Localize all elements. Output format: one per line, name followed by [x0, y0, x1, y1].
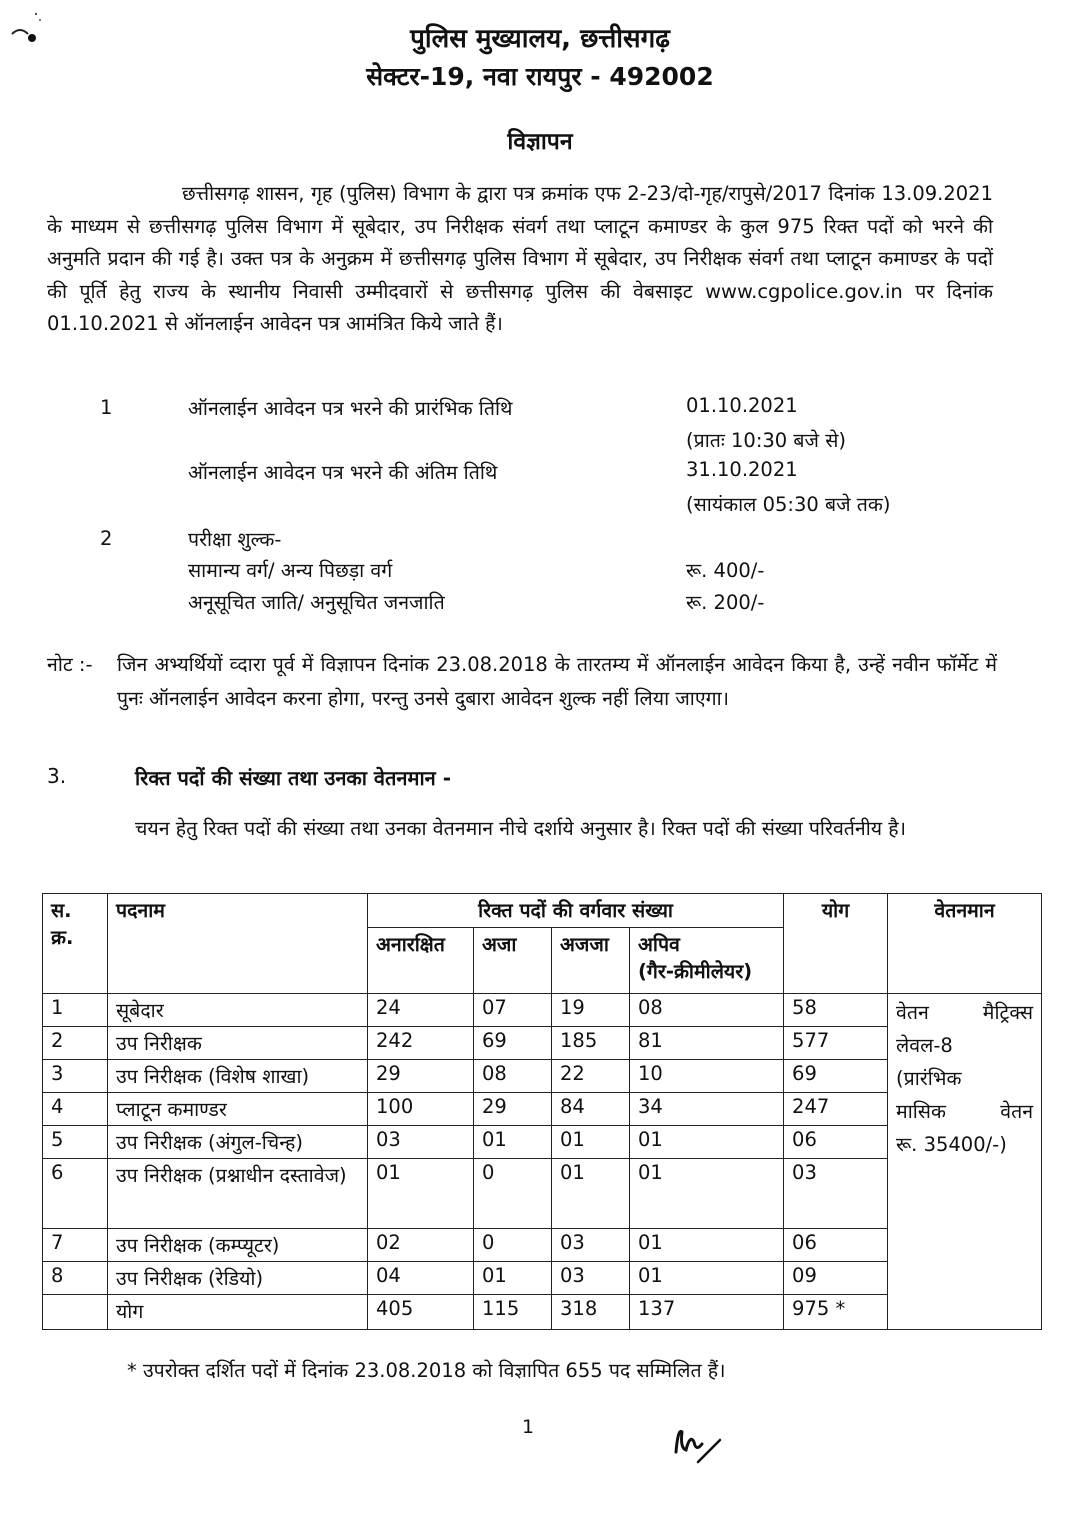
document-title: विज्ञापन: [507, 129, 573, 155]
row-obc: 01: [630, 1229, 784, 1262]
pay-line-4a: मासिक: [896, 1100, 946, 1123]
row-total: 03: [784, 1159, 888, 1229]
row-unreserved: 02: [368, 1229, 474, 1262]
table-row: [43, 994, 1042, 1027]
start-date-label: ऑनलाईन आवेदन पत्र भरने की प्रारंभिक तिथि: [188, 397, 513, 420]
row-post: उप निरीक्षक: [108, 1027, 368, 1060]
header-total: योग: [784, 894, 888, 994]
header-post-name: पदनाम: [108, 894, 368, 994]
header-unreserved: अनारक्षित: [368, 928, 474, 994]
letterhead: [0, 20, 1080, 96]
row-unreserved: 04: [368, 1262, 474, 1295]
row-post: प्लाटून कमाण्डर: [108, 1093, 368, 1126]
fee-sc-st-label: अनूसूचित जाति/ अनुसूचित जनजाति: [188, 591, 445, 614]
header-serial-number: स. क्र.: [43, 894, 108, 994]
row-post: उप निरीक्षक (विशेष शाखा): [108, 1060, 368, 1093]
row-serial: 7: [43, 1229, 108, 1262]
row-unreserved: 100: [368, 1093, 474, 1126]
total-st: 318: [552, 1295, 630, 1330]
header-obc: [630, 928, 784, 994]
row-sc: 01: [474, 1126, 552, 1159]
row-st: 19: [552, 994, 630, 1027]
total-serial-empty: [43, 1295, 108, 1330]
row-obc: 01: [630, 1159, 784, 1229]
row-serial: 5: [43, 1126, 108, 1159]
row-st: 03: [552, 1229, 630, 1262]
row-unreserved: 03: [368, 1126, 474, 1159]
pay-line-1a: वेतन: [896, 1001, 929, 1024]
row-total: 06: [784, 1126, 888, 1159]
row-obc: 08: [630, 994, 784, 1027]
start-date-value: 01.10.2021: [686, 394, 798, 417]
row-unreserved: 242: [368, 1027, 474, 1060]
row-obc: 34: [630, 1093, 784, 1126]
grand-total: 975 *: [784, 1295, 888, 1330]
total-unreserved: 405: [368, 1295, 474, 1330]
end-date-value: 31.10.2021: [686, 458, 798, 481]
office-name: पुलिस मुख्यालय, छत्तीसगढ़: [410, 24, 670, 54]
row-sc: 07: [474, 994, 552, 1027]
header-category-wise: रिक्त पदों की वर्गवार संख्या: [368, 894, 784, 928]
row-sc: 29: [474, 1093, 552, 1126]
row-serial: 4: [43, 1093, 108, 1126]
row-sc: 0: [474, 1159, 552, 1229]
header-obc-line2: (गैर-क्रीमीलेयर): [638, 960, 753, 983]
row-st: 84: [552, 1093, 630, 1126]
row-post: सूबेदार: [108, 994, 368, 1027]
pay-scale-cell: [888, 994, 1042, 1330]
fee-label: परीक्षा शुल्क-: [188, 528, 282, 551]
header-pay-scale: वेतनमान: [888, 894, 1042, 994]
fee-sc-st-value: रू. 200/-: [686, 591, 765, 614]
row-total: 247: [784, 1093, 888, 1126]
row-st: 185: [552, 1027, 630, 1060]
row-serial: 3: [43, 1060, 108, 1093]
start-time-value: (प्रातः 10:30 बजे से): [686, 429, 846, 452]
row-unreserved: 29: [368, 1060, 474, 1093]
row-post: उप निरीक्षक (रेडियो): [108, 1262, 368, 1295]
note-label: नोट :-: [47, 653, 93, 676]
row-post: उप निरीक्षक (प्रश्नाधीन दस्तावेज): [108, 1159, 368, 1229]
row-sc: 01: [474, 1262, 552, 1295]
page-number: 1: [522, 1416, 535, 1438]
row-st: 22: [552, 1060, 630, 1093]
row-serial: 1: [43, 994, 108, 1027]
total-sc: 115: [474, 1295, 552, 1330]
row-sc: 08: [474, 1060, 552, 1093]
end-time-value: (सायंकाल 05:30 बजे तक): [686, 493, 891, 516]
row-total: 09: [784, 1262, 888, 1295]
note-block: [47, 648, 997, 716]
row-sc: 69: [474, 1027, 552, 1060]
row-obc: 01: [630, 1126, 784, 1159]
row-st: 01: [552, 1159, 630, 1229]
row-sc: 0: [474, 1229, 552, 1262]
total-label: योग: [108, 1295, 368, 1330]
schedule-item-2-number: 2: [100, 527, 113, 550]
row-serial: 2: [43, 1027, 108, 1060]
office-address: सेक्टर-19, नवा रायपुर - 492002: [366, 62, 714, 91]
header-st: अजजा: [552, 928, 630, 994]
row-st: 01: [552, 1126, 630, 1159]
section-3-paragraph: चयन हेतु रिक्त पदों की संख्या तथा उनका वेतनमान नीचे दर्शाये अनुसार है। रिक्त पदों की संख्या परिवर्तनीय है।: [135, 817, 907, 840]
pay-line-1b: मैट्रिक्स: [982, 1001, 1034, 1024]
row-st: 03: [552, 1262, 630, 1295]
row-obc: 10: [630, 1060, 784, 1093]
row-obc: 01: [630, 1262, 784, 1295]
row-serial: 6: [43, 1159, 108, 1229]
row-total: 58: [784, 994, 888, 1027]
row-total: 577: [784, 1027, 888, 1060]
note-text: जिन अभ्यर्थियों व्दारा पूर्व में विज्ञापन दिनांक 23.08.2018 के तारतम्य में ऑनलाईन आवेदन किया है, उन्हें नवीन फॉर्मेट में पुनः ऑनलाईन आवेदन करना होगा, परन्तु उनसे दुबारा आवेदन शुल्क नहीं लिया जाएगा।: [117, 653, 997, 710]
row-total: 06: [784, 1229, 888, 1262]
fee-general-value: रू. 400/-: [686, 559, 765, 582]
row-post: उप निरीक्षक (कम्प्यूटर): [108, 1229, 368, 1262]
section-3-number: 3.: [47, 764, 67, 788]
pay-line-2: लेवल-8: [896, 1034, 953, 1057]
pay-line-4b: वेतन: [1000, 1100, 1034, 1123]
section-3-title: रिक्त पदों की संख्या तथा उनका वेतनमान -: [135, 766, 452, 790]
row-total: 69: [784, 1060, 888, 1093]
row-post: उप निरीक्षक (अंगुल-चिन्ह): [108, 1126, 368, 1159]
row-serial: 8: [43, 1262, 108, 1295]
row-unreserved: 01: [368, 1159, 474, 1229]
signature: [668, 1422, 728, 1470]
end-date-label: ऑनलाईन आवेदन पत्र भरने की अंतिम तिथि: [188, 461, 498, 484]
schedule-item-1-number: 1: [100, 396, 113, 419]
vacancy-table: [42, 893, 1042, 1330]
pay-line-3: (प्रारंभिक: [896, 1067, 962, 1090]
header-sc: अजा: [474, 928, 552, 994]
header-obc-line1: अपिव: [638, 933, 680, 956]
fee-general-label: सामान्य वर्ग/ अन्य पिछड़ा वर्ग: [188, 559, 393, 582]
pay-line-5: रू. 35400/-): [896, 1133, 1007, 1156]
row-obc: 81: [630, 1027, 784, 1060]
row-unreserved: 24: [368, 994, 474, 1027]
footnote: * उपरोक्त दर्शित पदों में दिनांक 23.08.2018 को विज्ञापित 655 पद सम्मिलित हैं।: [127, 1359, 726, 1382]
intro-paragraph: छत्तीसगढ़ शासन, गृह (पुलिस) विभाग के द्वारा पत्र क्रमांक एफ 2-23/दो-गृह/रापुसे/2017 दिनांक 13.09.2021 के माध्यम से छत्तीसगढ़ पुलिस विभाग में सूबेदार, उप निरीक्षक संवर्ग तथा प्लाटून कमाण्डर के कुल 975 रिक्त पदों को भरने की अनुमति प्रदान की गई है। उक्त पत्र के अनुक्रम में छत्तीसगढ़ पुलिस विभाग में सूबेदार, उप निरीक्षक संवर्ग तथा प्लाटून कमाण्डर के पदों की पूर्ति हेतु राज्य के स्थानीय निवासी उम्मीदवारों से छत्तीसगढ़ पुलिस की वेबसाइट www.cgpolice.gov.in पर दिनांक 01.10.2021 से ऑनलाईन आवेदन पत्र आमंत्रित किये जाते हैं।: [47, 182, 993, 335]
total-obc: 137: [630, 1295, 784, 1330]
